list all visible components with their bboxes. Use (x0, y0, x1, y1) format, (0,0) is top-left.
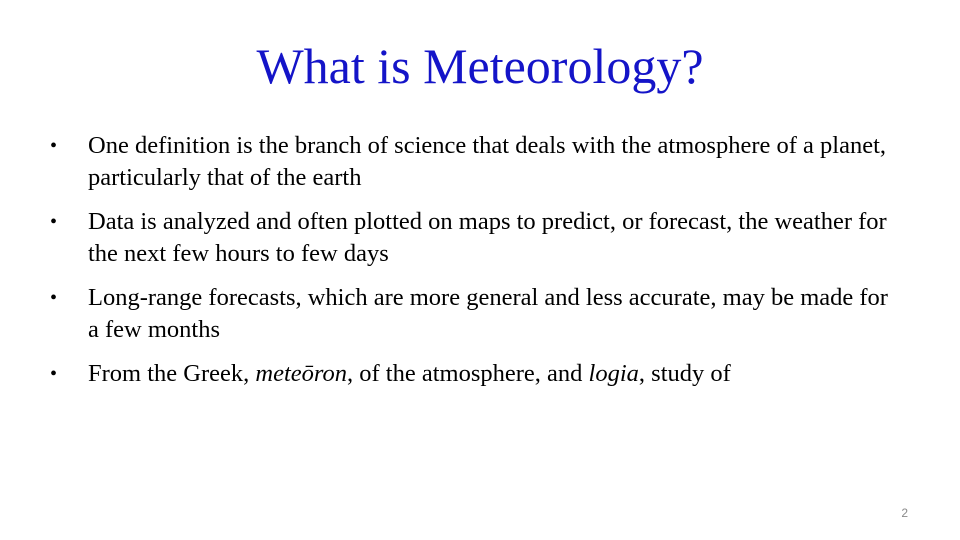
greek-term-meteoron: meteōron (255, 360, 347, 387)
bullet-text (88, 360, 731, 387)
bullet-item (48, 206, 898, 270)
bullet-text-segment: , study of (638, 360, 731, 387)
bullet-marker: • (50, 211, 58, 233)
bullet-marker: • (50, 287, 58, 309)
bullet-marker: • (50, 363, 58, 385)
bullet-marker: • (50, 135, 58, 157)
slide-title: What is Meteorology? (256, 38, 704, 94)
bullet-text: One definition is the branch of science that deals with the atmosphere of a planet, particularly that of the earth (88, 132, 887, 191)
bullet-text: Long-range forecasts, which are more general and less accurate, may be made for a few months (88, 284, 888, 343)
page-number: 2 (901, 506, 908, 520)
bullet-list (48, 130, 898, 402)
greek-term-logia: logia (588, 360, 639, 387)
bullet-text-segment: , of the atmosphere, and (347, 360, 589, 387)
bullet-text-segment: From the Greek, (88, 360, 256, 387)
bullet-item (48, 282, 898, 346)
bullet-item (48, 130, 898, 194)
bullet-text: Data is analyzed and often plotted on maps to predict, or forecast, the weather for the next few hours to few days (88, 208, 887, 267)
bullet-item (48, 358, 898, 390)
